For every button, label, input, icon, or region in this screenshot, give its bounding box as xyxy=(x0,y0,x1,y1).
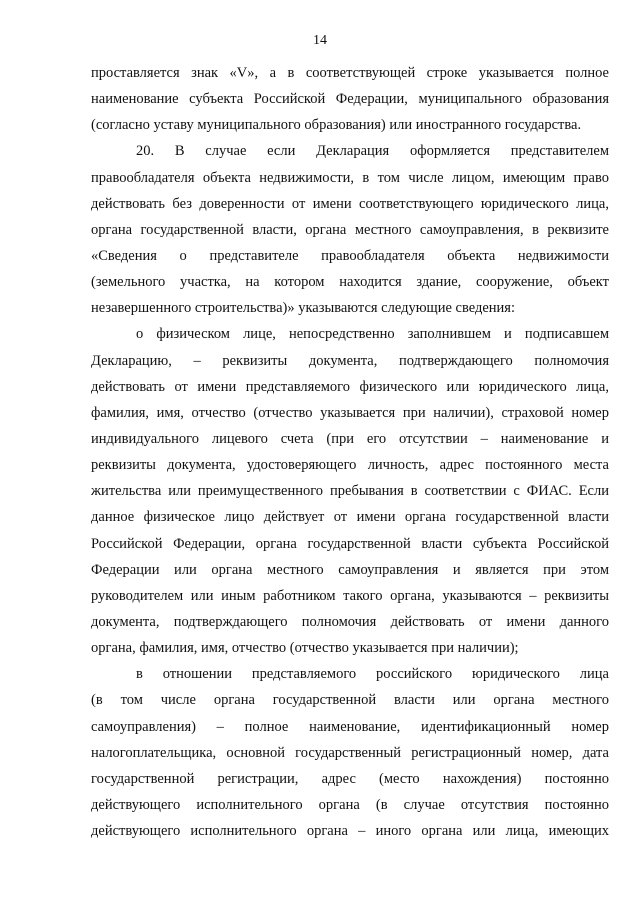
text-line: наименование субъекта Российской Федерации, муниципального образования xyxy=(91,91,609,108)
text-line: (земельного участка, на котором находится здание, сооружение, объект xyxy=(91,274,609,291)
text-line: Декларацию, – реквизиты документа, подтверждающего полномочия xyxy=(91,352,609,369)
text-line: проставляется знак «V», а в соответствующей строке указывается полное xyxy=(91,65,609,81)
text-line: (согласно уставу муниципального образования) или иностранного государства. xyxy=(91,117,582,134)
text-line: реквизиты документа, удостоверяющего личность, адрес постоянного места xyxy=(91,457,609,474)
text-line: органа государственной власти, органа местного самоуправления, в реквизите xyxy=(91,221,609,238)
text-line: данное физическое лицо действует от имени органа государственной власти xyxy=(91,509,609,526)
text-line: правообладателя объекта недвижимости, в том числе лицом, имеющим право xyxy=(91,169,609,186)
text-line: Российской Федерации, органа государственной власти субъекта Российской xyxy=(91,535,609,552)
text-line: действующего исполнительного органа – иного органа или лица, имеющих xyxy=(91,823,609,840)
text-line: незавершенного строительства)» указываются следующие сведения: xyxy=(91,300,516,317)
text-line: в отношении представляемого российского юридического лица xyxy=(136,666,609,683)
text-line: индивидуального лицевого счета (при его отсутствии – наименование и xyxy=(91,430,609,447)
text-line: жительства или преимущественного пребывания в соответствии с ФИАС. Если xyxy=(91,483,609,500)
text-line: государственной регистрации, адрес (место нахождения) постоянно xyxy=(91,770,609,787)
text-line: о физическом лице, непосредственно заполнившем и подписавшем xyxy=(136,326,609,343)
text-line: руководителем или иным работником такого органа, указываются – реквизиты xyxy=(91,587,609,604)
body-text xyxy=(91,60,609,844)
text-line: самоуправления) – полное наименование, идентификационный номер xyxy=(91,718,609,735)
text-line: действующего исполнительного органа (в случае отсутствия постоянно xyxy=(91,796,609,813)
text-line: 20. В случае если Декларация оформляется представителем xyxy=(136,143,609,160)
text-line: (в том числе органа государственной власти или органа местного xyxy=(91,692,609,709)
text-line: «Сведения о представителе правообладателя объекта недвижимости xyxy=(91,247,609,264)
text-line: действовать от имени представляемого физического или юридического лица, xyxy=(91,378,609,395)
text-line: действовать без доверенности от имени соответствующего юридического лица, xyxy=(91,195,609,212)
text-line: фамилия, имя, отчество (отчество указывается при наличии), страховой номер xyxy=(91,404,609,421)
text-line: налогоплательщика, основной государственный регистрационный номер, дата xyxy=(91,744,609,761)
text-line: органа, фамилия, имя, отчество (отчество указывается при наличии); xyxy=(91,640,519,657)
text-line: Федерации или органа местного самоуправления и является при этом xyxy=(91,561,609,578)
text-line: документа, подтверждающего полномочия действовать от имени данного xyxy=(91,613,609,630)
page-number: 14 xyxy=(313,33,327,48)
